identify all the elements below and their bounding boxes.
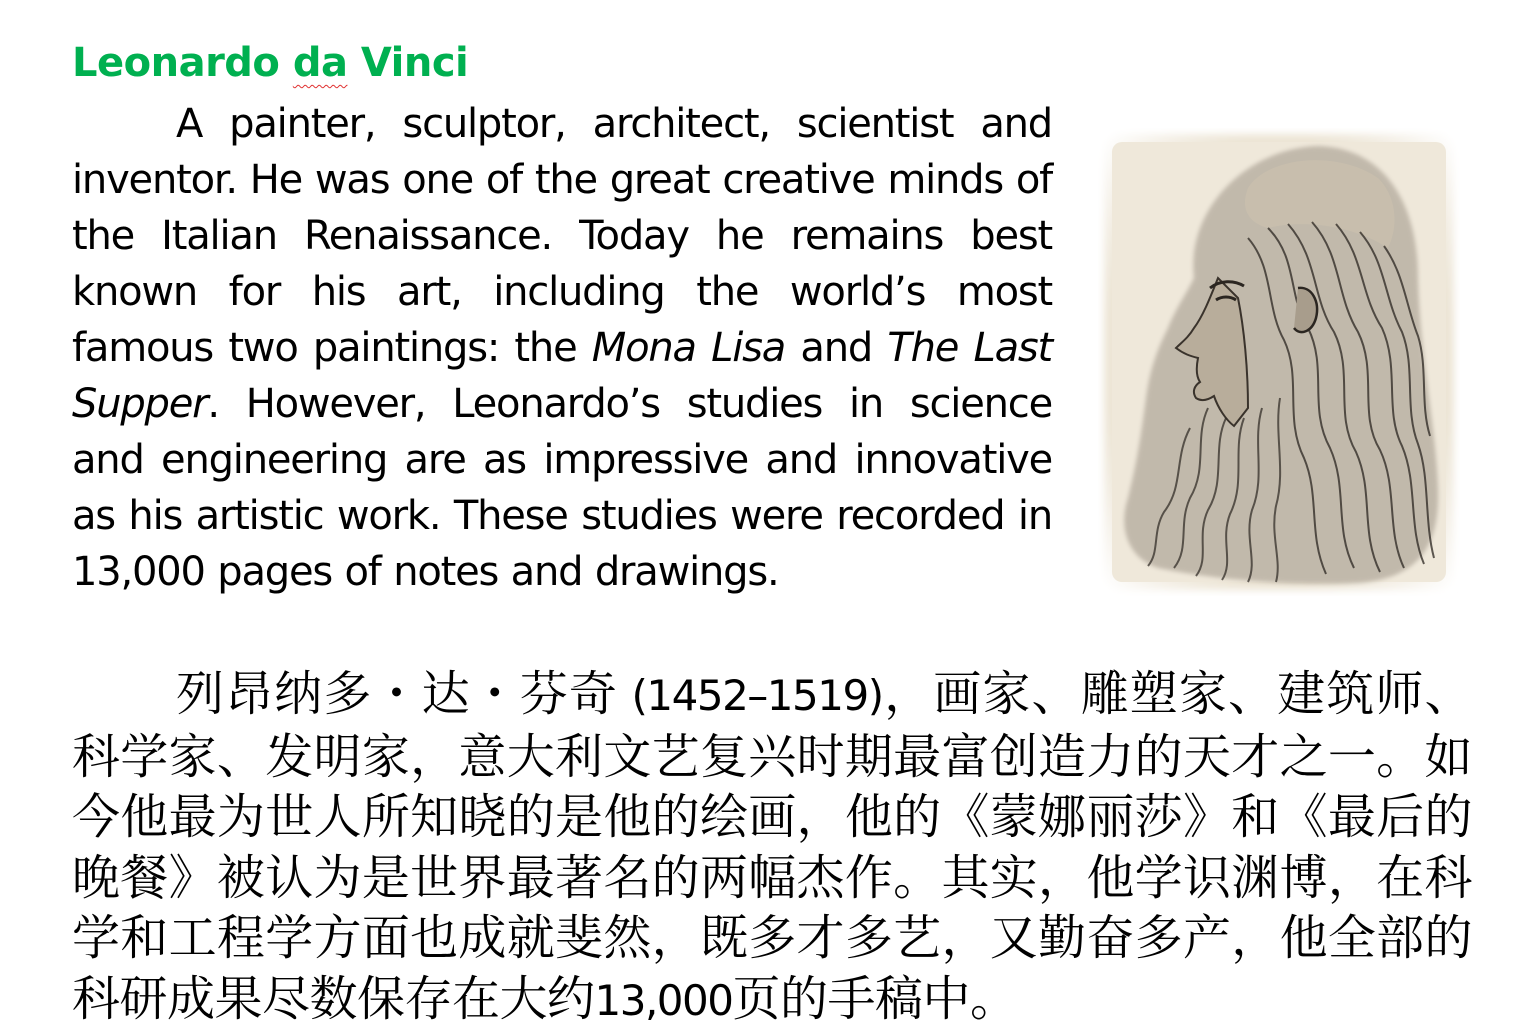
chinese-page-count: 13,000 <box>594 975 733 1025</box>
chinese-text-3: 页的手稿中。 <box>732 970 1018 1027</box>
english-italic-last-supper: The Last Supper <box>72 325 1053 427</box>
title-spellcheck-word: da <box>292 40 348 86</box>
chinese-text-2: ，画家、雕塑家、建筑师、科学家、发明家，意大利文艺复兴时期最富创造力的天才之一。如今他最为世人所知晓的是他的绘画，他的《蒙娜丽莎》和《最后的晚餐》被认为是世界最著名的两幅杰作。其实，他学识渊博，在科学和工程学方面也成就斐然，既多才多艺，又勤奋多产，他全部的科研成果尽数保存在大约 <box>72 666 1472 1027</box>
english-italic-mona-lisa: Mona Lisa <box>591 325 786 371</box>
chinese-text-1: 列昂纳多・达・芬奇 <box>176 666 619 722</box>
chinese-paragraph <box>72 664 1472 1031</box>
english-text-1: A painter, sculptor, architect, scientist and inventor. He was one of the great creative minds of the Italian Renaissance. Today he remains best known for his art, including the world’s most famous two paintings: the <box>72 101 1052 371</box>
portrait-sketch-image <box>1098 128 1460 596</box>
chinese-dates: (1452–1519) <box>618 671 883 720</box>
english-text-3: . However, Leonardo’s studies in science and engineering are as impressive and innovative as his artistic work. These studies were recorded in 13,000 pages of notes and drawings. <box>72 381 1052 595</box>
portrait-ear <box>1294 288 1317 332</box>
title-suffix: Vinci <box>347 40 469 86</box>
title-prefix: Leonardo <box>72 40 293 86</box>
english-text-2: and <box>785 325 888 371</box>
document-title <box>72 36 468 90</box>
english-paragraph <box>72 96 1052 600</box>
